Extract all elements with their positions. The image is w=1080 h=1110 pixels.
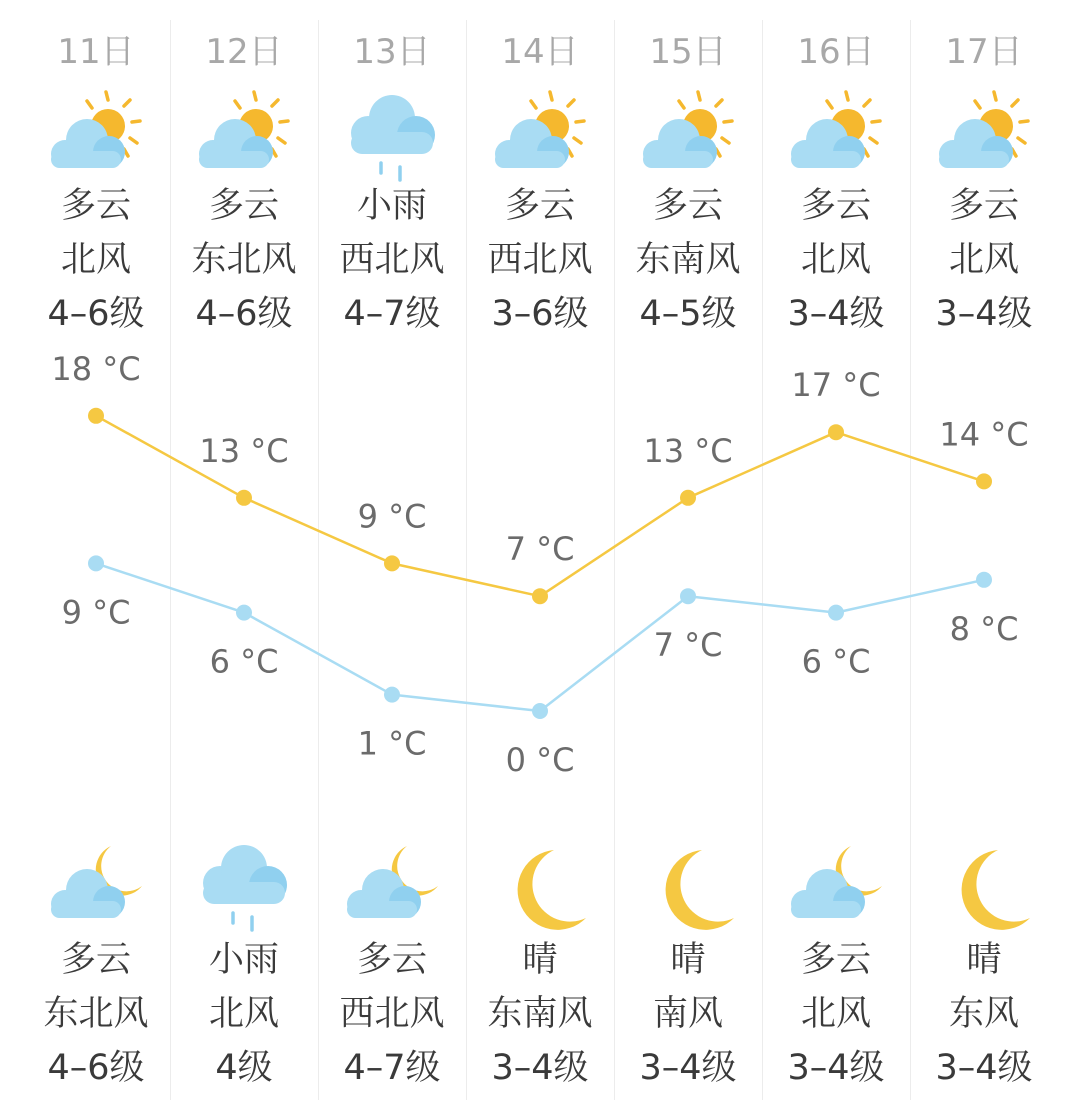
date-label: 16日	[797, 32, 875, 72]
night-wind-level: 4–6级	[47, 1048, 145, 1088]
forecast-day-14[interactable]	[466, 0, 614, 1110]
night-weather: 多云	[800, 940, 871, 980]
date-label: 13日	[353, 32, 431, 72]
high-temp-label: 18 °C	[51, 349, 141, 388]
low-temp-label: 1 °C	[357, 724, 427, 763]
night-weather: 晴	[966, 940, 1002, 980]
date-label: 15日	[649, 32, 727, 72]
day-wind-direction: 西北风	[487, 240, 593, 280]
day-wind-level: 3–4级	[935, 294, 1033, 334]
forecast-day-12[interactable]	[170, 0, 318, 1110]
low-temp-label: 6 °C	[209, 642, 279, 681]
day-wind-direction: 东北风	[191, 240, 297, 280]
partly-cloudy-day-icon	[934, 88, 1034, 188]
night-wind-level: 4–7级	[343, 1048, 441, 1088]
night-weather: 小雨	[208, 940, 279, 980]
day-wind-direction: 西北风	[339, 240, 445, 280]
night-wind-level: 3–4级	[639, 1048, 737, 1088]
partly-cloudy-day-icon	[46, 88, 146, 188]
night-wind-level: 4级	[215, 1048, 273, 1088]
partly-cloudy-night-icon	[342, 838, 442, 938]
low-temp-label: 6 °C	[801, 642, 871, 681]
light-rain-icon	[342, 88, 442, 188]
day-wind-level: 4–5级	[639, 294, 737, 334]
day-wind-level: 3–4级	[787, 294, 885, 334]
light-rain-icon	[194, 838, 294, 938]
date-label: 12日	[205, 32, 283, 72]
night-wind-direction: 北风	[208, 994, 279, 1034]
day-wind-direction: 北风	[800, 240, 871, 280]
forecast-day-11[interactable]	[22, 0, 170, 1110]
night-wind-level: 3–4级	[491, 1048, 589, 1088]
low-temp-label: 7 °C	[653, 626, 723, 665]
day-wind-level: 3–6级	[491, 294, 589, 334]
night-wind-direction: 东北风	[43, 994, 149, 1034]
high-temp-label: 9 °C	[357, 497, 427, 536]
high-temp-label: 7 °C	[505, 530, 575, 569]
day-weather: 多云	[208, 186, 279, 226]
night-wind-direction: 北风	[800, 994, 871, 1034]
date-label: 11日	[57, 32, 135, 72]
high-temp-label: 13 °C	[199, 431, 289, 470]
partly-cloudy-day-icon	[490, 88, 590, 188]
night-weather: 晴	[670, 940, 706, 980]
day-weather: 小雨	[356, 186, 427, 226]
high-temp-label: 17 °C	[791, 366, 881, 405]
day-wind-level: 4–7级	[343, 294, 441, 334]
day-wind-level: 4–6级	[195, 294, 293, 334]
night-weather: 多云	[356, 940, 427, 980]
day-wind-direction: 北风	[948, 240, 1019, 280]
night-wind-direction: 西北风	[339, 994, 445, 1034]
day-weather: 多云	[948, 186, 1019, 226]
day-wind-level: 4–6级	[47, 294, 145, 334]
night-wind-direction: 东南风	[487, 994, 593, 1034]
forecast-day-16[interactable]	[762, 0, 910, 1110]
forecast-day-17[interactable]	[910, 0, 1058, 1110]
low-temp-label: 9 °C	[61, 593, 131, 632]
partly-cloudy-day-icon	[638, 88, 738, 188]
clear-night-moon-icon	[490, 838, 590, 938]
day-weather: 多云	[60, 186, 131, 226]
high-temp-label: 13 °C	[643, 431, 733, 470]
night-wind-level: 3–4级	[787, 1048, 885, 1088]
forecast-day-15[interactable]	[614, 0, 762, 1110]
day-weather: 多云	[652, 186, 723, 226]
low-temp-label: 0 °C	[505, 741, 575, 779]
night-weather: 晴	[522, 940, 558, 980]
clear-night-moon-icon	[934, 838, 1034, 938]
low-temp-label: 8 °C	[949, 609, 1019, 648]
night-weather: 多云	[60, 940, 131, 980]
high-temp-label: 14 °C	[939, 415, 1029, 454]
day-weather: 多云	[504, 186, 575, 226]
partly-cloudy-day-icon	[786, 88, 886, 188]
date-label: 17日	[945, 32, 1023, 72]
day-wind-direction: 东南风	[635, 240, 741, 280]
day-weather: 多云	[800, 186, 871, 226]
partly-cloudy-night-icon	[46, 838, 146, 938]
forecast-day-13[interactable]	[318, 0, 466, 1110]
clear-night-moon-icon	[638, 838, 738, 938]
night-wind-level: 3–4级	[935, 1048, 1033, 1088]
day-wind-direction: 北风	[60, 240, 131, 280]
partly-cloudy-day-icon	[194, 88, 294, 188]
night-wind-direction: 东风	[948, 994, 1019, 1034]
partly-cloudy-night-icon	[786, 838, 886, 938]
night-wind-direction: 南风	[652, 994, 723, 1034]
date-label: 14日	[501, 32, 579, 72]
